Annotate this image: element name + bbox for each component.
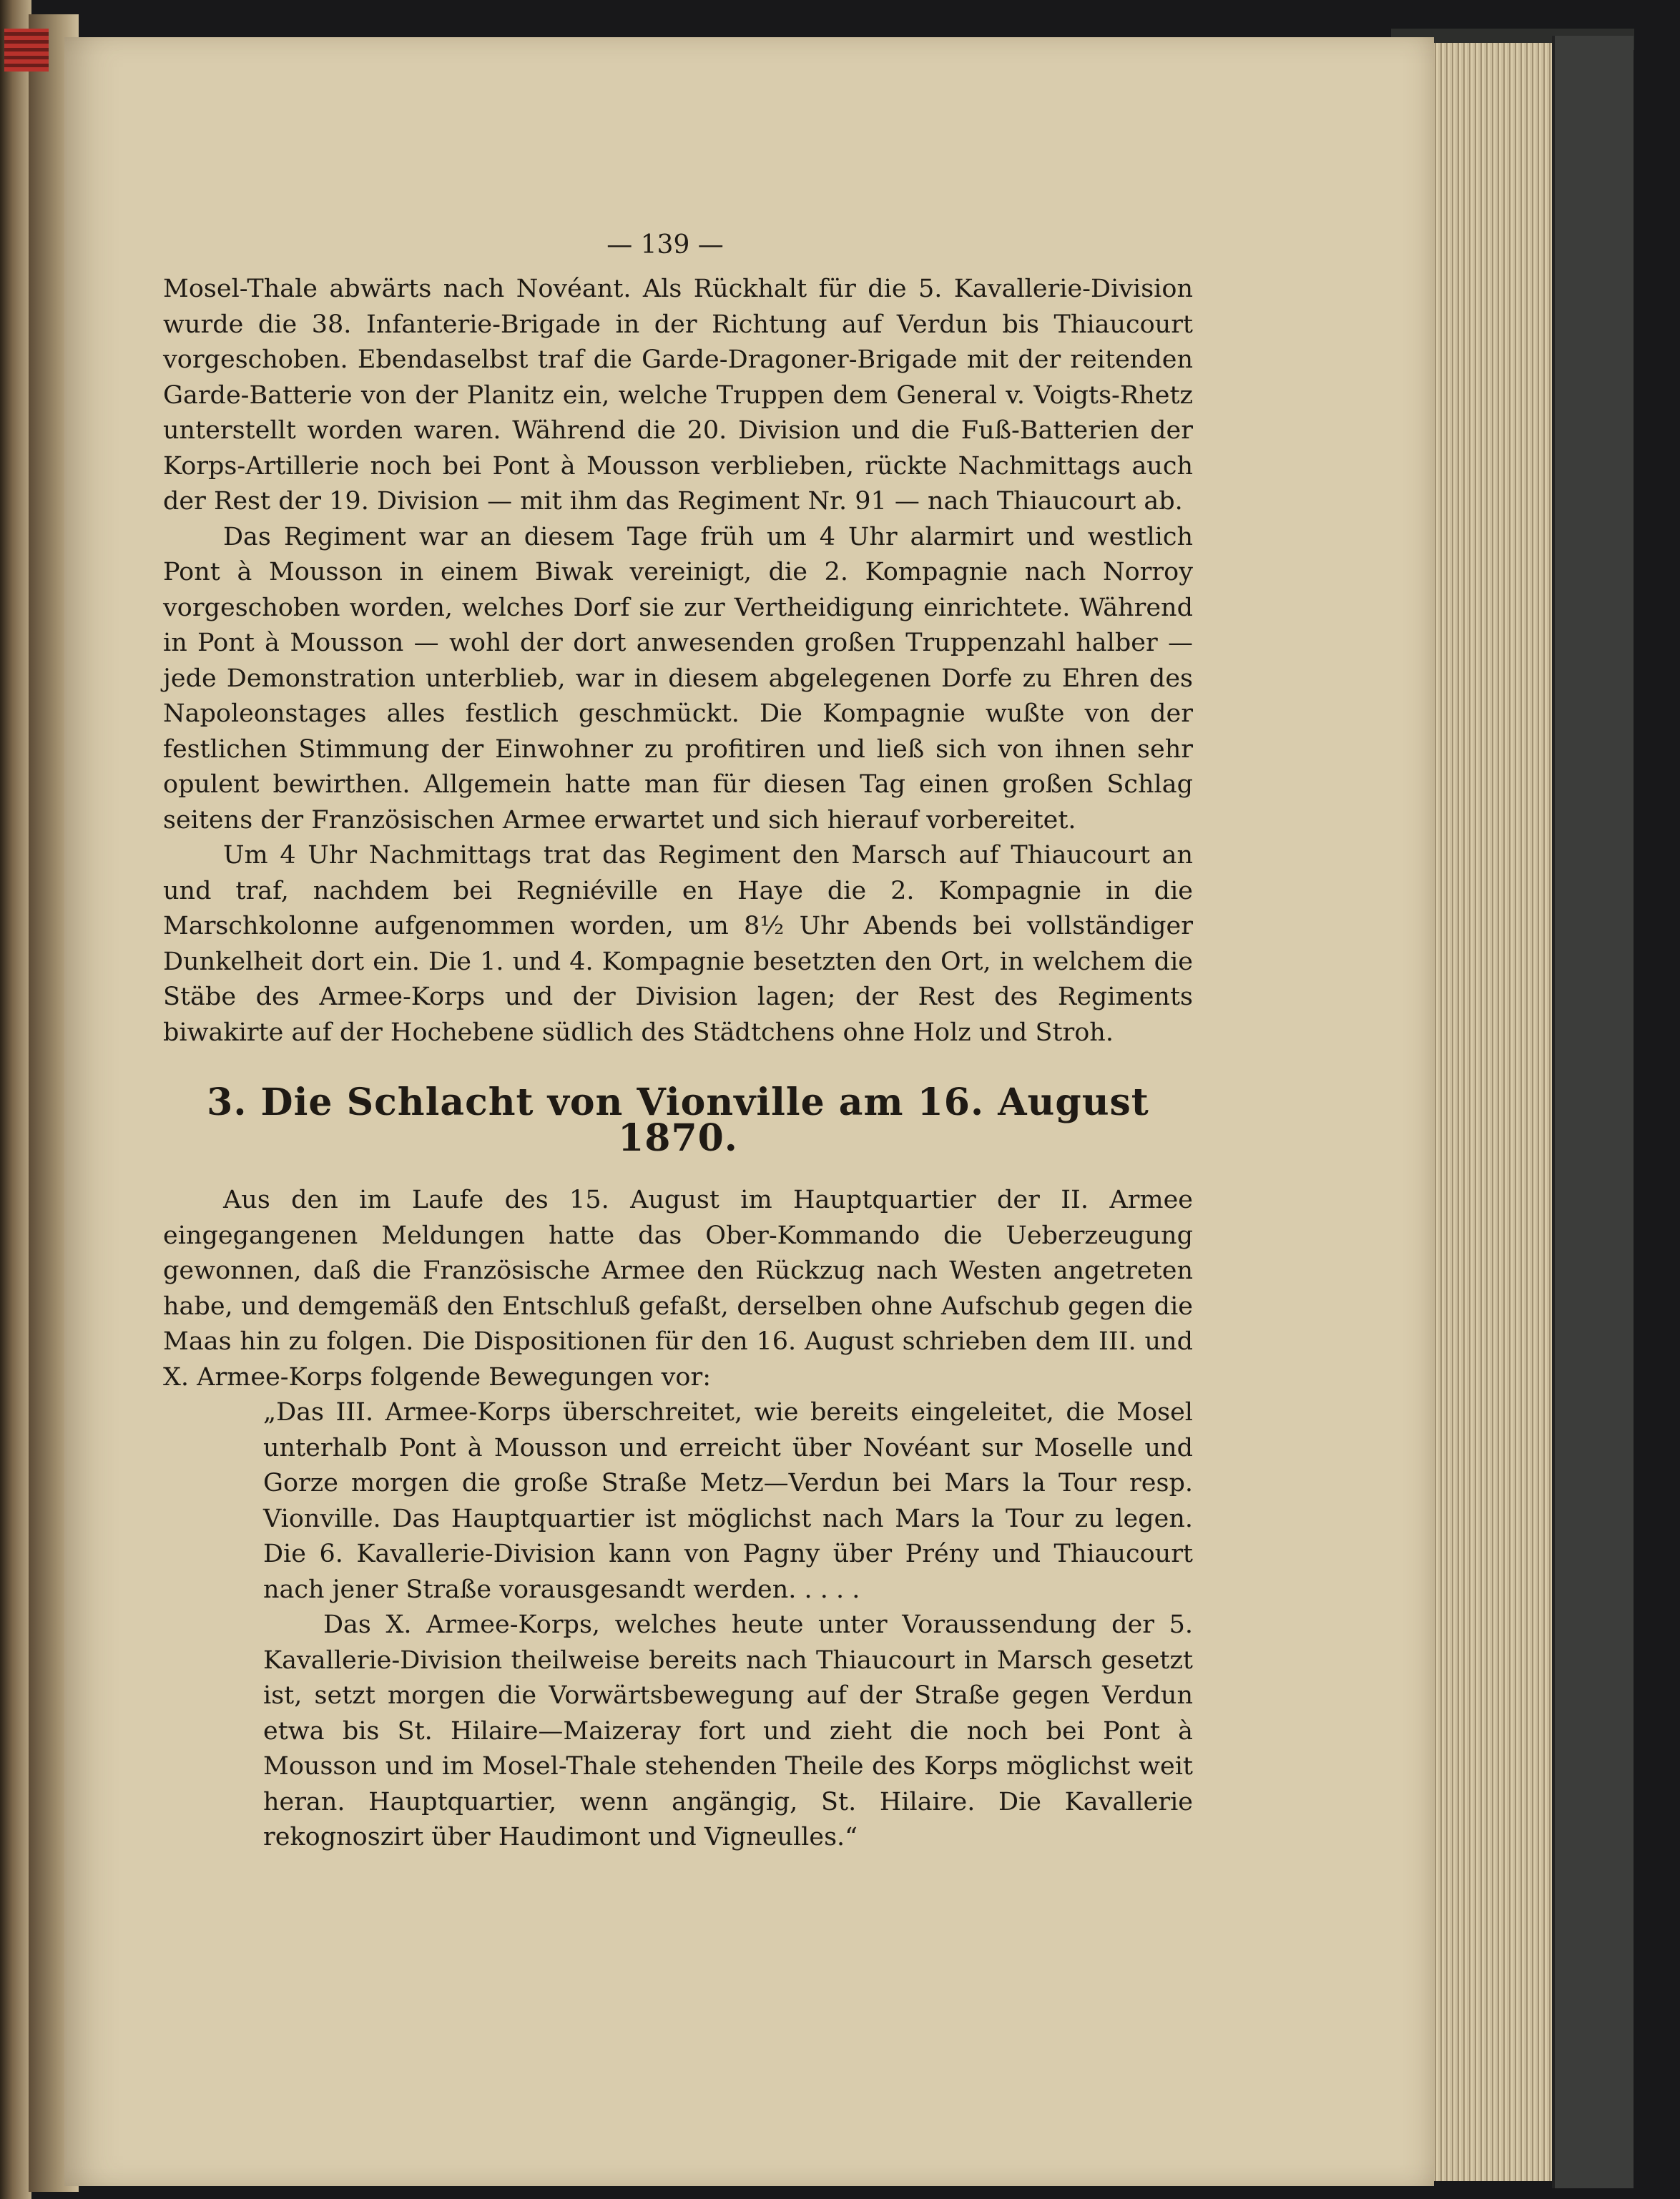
page-number: — 139 —: [606, 230, 724, 260]
bookmark-ribbon: [4, 29, 49, 72]
paragraph: Mosel-Thale abwärts nach Novéant. Als Rückhalt für die 5. Kavallerie-Division wurde die 38. Infanterie-Brigade in der Richtung auf Verdun bis Thiaucourt vorgeschoben. Ebendaselbst traf die Garde-Dragoner-Brigade mit der reitenden Garde-Batterie von der Planitz ein, welche Truppen dem General v. Voigts-Rhetz unterstellt worden waren. Während die 20. Division und die Fuß-Batterien der Korps-Artillerie noch bei Pont à Mousson verblieben, rückte Nachmittags auch der Rest der 19. Division — mit ihm das Regiment Nr. 91 — nach Thiaucourt ab.: [163, 275, 1193, 516]
back-cover-board: [1552, 36, 1634, 2188]
paragraph: Das Regiment war an diesem Tage früh um 4 Uhr alarmirt und westlich Pont à Mousson in einem Biwak vereinigt, die 2. Kompagnie nach Norroy vorgeschoben worden, welches Dorf sie zur Vertheidigung einrichtete. Während in Pont à Mousson — wohl der dort anwesenden großen Truppenzahl halber — jede Demonstration unterblieb, war in diesem abgelegenen Dorfe zu Ehren des Napoleonstages alles festlich geschmückt. Die Kompagnie wußte von der festlichen Stimmung der Einwohner zu profitiren und ließ sich von ihnen sehr opulent bewirthen. Allgemein hatte man für diesen Tag einen großen Schlag seitens der Französischen Armee erwartet und sich hierauf vorbereitet.: [163, 522, 1193, 835]
quoted-order-paragraph: Das X. Armee-Korps, welches heute unter Voraussendung der 5. Kavallerie-Division theilweise bereits nach Thiaucourt in Marsch gesetzt ist, setzt morgen die Vorwärtsbewegung auf der Straße gegen Verdun etwa bis St. Hilaire—Maizeray fort und zieht die noch bei Pont à Mousson und im Mosel-Thale stehenden Theile des Korps möglichst weit heran. Hauptquartier, wenn angängig, St. Hilaire. Die Kavallerie rekognoszirt über Haudimont und Vigneulles.“: [263, 1610, 1193, 1851]
section-heading: 3. Die Schlacht von Vionville am 16. August 1870.: [207, 1081, 1149, 1160]
paragraph: Aus den im Laufe des 15. August im Hauptquartier der II. Armee eingegangenen Meldungen hatte das Ober-Kommando die Ueberzeugung gewonnen, daß die Französische Armee den Rückzug nach Westen angetreten habe, und demgemäß den Entschluß gefaßt, derselben ohne Aufschub gegen die Maas hin zu folgen. Die Dispositionen für den 16. August schrieben dem III. und X. Armee-Korps folgende Bewegungen vor:: [163, 1186, 1193, 1392]
previous-page-edge: [0, 0, 31, 2199]
paragraph: Um 4 Uhr Nachmittags trat das Regiment den Marsch auf Thiaucourt an und traf, nachdem bei Regniéville en Haye die 2. Kompagnie in die Marschkolonne aufgenommen worden, um 8½ Uhr Abends bei vollständiger Dunkelheit dort ein. Die 1. und 4. Kompagnie besetzten den Ort, in welchem die Stäbe des Armee-Korps und der Division lagen; der Rest des Regiments biwakirte auf der Hochebene südlich des Städtchens ohne Holz und Stroh.: [163, 841, 1193, 1047]
quoted-order-paragraph: „Das III. Armee-Korps überschreitet, wie bereits eingeleitet, die Mosel unterhalb Pont à Mousson und erreicht über Novéant sur Moselle und Gorze morgen die große Straße Metz—Verdun bei Mars la Tour resp. Vionville. Das Hauptquartier ist möglichst nach Mars la Tour zu legen. Die 6. Kavallerie-Division kann von Pagny über Prény und Thiaucourt nach jener Straße vorausgesandt werden. . . . .: [263, 1398, 1193, 1604]
page-text: [163, 229, 1193, 1856]
